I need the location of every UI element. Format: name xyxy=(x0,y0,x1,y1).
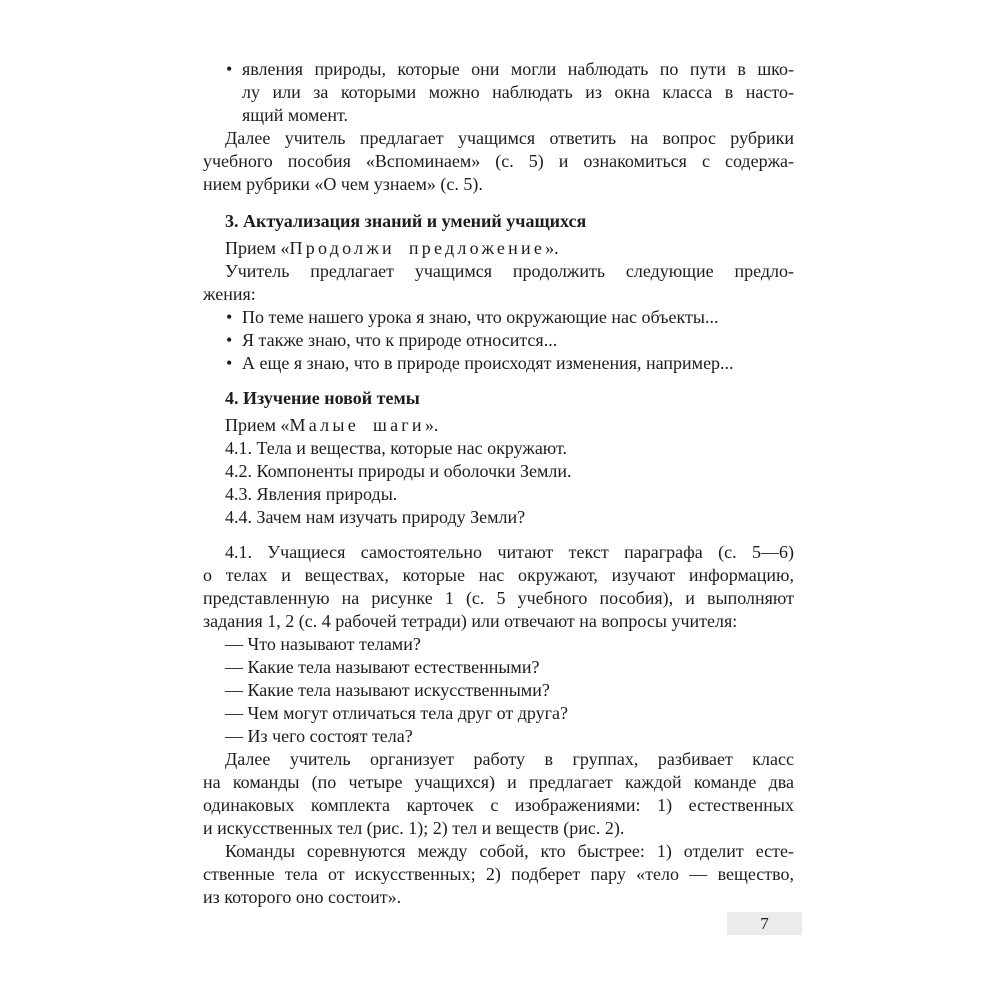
method-suffix: ». xyxy=(424,415,439,435)
text-line: одинаковых комплекта карточек с изображениями: 1) естественных xyxy=(203,795,794,815)
text-line: лу или за которыми можно наблюдать из окна класса в насто- xyxy=(242,82,794,102)
numbered-item: 4.4. Зачем нам изучать природу Земли? xyxy=(225,507,526,527)
bullet-item xyxy=(203,306,794,329)
text-line: А еще я знаю, что в природе происходят изменения, например... xyxy=(242,353,734,373)
method-prefix: Прием « xyxy=(225,415,290,435)
section-heading-3: 3. Актуализация знаний и умений учащихся xyxy=(225,211,587,231)
paragraph xyxy=(203,541,794,633)
bullet-item xyxy=(203,58,794,127)
numbered-item: 4.1. Тела и вещества, которые нас окружают. xyxy=(225,438,568,458)
text-line: и искусственных тел (рис. 1); 2) тел и веществ (рис. 2). xyxy=(203,818,625,838)
text-line: жения: xyxy=(203,284,256,304)
text-line: По теме нашего урока я знаю, что окружающие нас объекты... xyxy=(242,307,719,327)
text-line: явления природы, которые они могли наблюдать по пути в шко- xyxy=(242,59,794,79)
text-line: учебного пособия «Вспоминаем» (с. 5) и ознакомиться с содержа- xyxy=(203,151,794,171)
bullet-glyph: • xyxy=(226,330,233,350)
text-column xyxy=(203,58,794,909)
text-line: на команды (по четыре учащихся) и предлагает каждой команде два xyxy=(203,772,794,792)
bullet-item xyxy=(203,329,794,352)
bullet-glyph: • xyxy=(226,307,233,327)
dash-item: — Из чего состоят тела? xyxy=(225,726,413,746)
bullet-glyph: • xyxy=(226,353,233,373)
text-line: нием рубрики «О чем узнаем» (с. 5). xyxy=(203,174,483,194)
dash-item: — Что называют телами? xyxy=(225,634,421,654)
method-line xyxy=(203,414,794,437)
bullet-item xyxy=(203,352,794,375)
text-line: из которого оно состоит». xyxy=(203,887,402,907)
text-line: Я также знаю, что к природе относится... xyxy=(242,330,558,350)
numbered-item: 4.3. Явления природы. xyxy=(225,484,398,504)
text-line: ящий момент. xyxy=(242,105,348,125)
text-line: о телах и веществах, которые нас окружают, изучают информацию, xyxy=(203,565,794,585)
method-suffix: ». xyxy=(545,238,559,258)
text-line: задания 1, 2 (с. 4 рабочей тетради) или отвечают на вопросы учителя: xyxy=(203,611,738,631)
dash-item: — Какие тела называют естественными? xyxy=(225,657,540,677)
text-line: ственные тела от искусственных; 2) подберет пару «тело — вещество, xyxy=(203,864,794,884)
dash-item: — Какие тела называют искусственными? xyxy=(225,680,550,700)
numbered-item: 4.2. Компоненты природы и оболочки Земли. xyxy=(225,461,572,481)
text-line: 4.1. Учащиеся самостоятельно читают текст параграфа (с. 5—6) xyxy=(225,542,794,562)
text-line: Учитель предлагает учащимся продолжить следующие предло- xyxy=(225,261,794,281)
method-line xyxy=(203,237,794,260)
paragraph xyxy=(203,260,794,306)
bullet-glyph: • xyxy=(226,59,233,79)
paragraph xyxy=(203,748,794,840)
dash-item: — Чем могут отличаться тела друг от друга? xyxy=(225,703,568,723)
method-term: Продолжи предложение xyxy=(289,238,546,258)
text-line: Команды соревнуются между собой, кто быстрее: 1) отделит есте- xyxy=(225,841,794,861)
text-line: Далее учитель организует работу в группах, разбивает класс xyxy=(225,749,794,769)
method-term: Малые шаги xyxy=(289,415,425,435)
paragraph xyxy=(203,840,794,909)
page-number-badge: 7 xyxy=(727,912,802,935)
section-heading-4: 4. Изучение новой темы xyxy=(225,388,420,408)
paragraph xyxy=(203,127,794,196)
method-prefix: Прием « xyxy=(225,238,290,258)
text-line: Далее учитель предлагает учащимся ответить на вопрос рубрики xyxy=(225,128,794,148)
text-line: представленную на рисунке 1 (с. 5 учебного пособия), и выполняют xyxy=(203,588,794,608)
